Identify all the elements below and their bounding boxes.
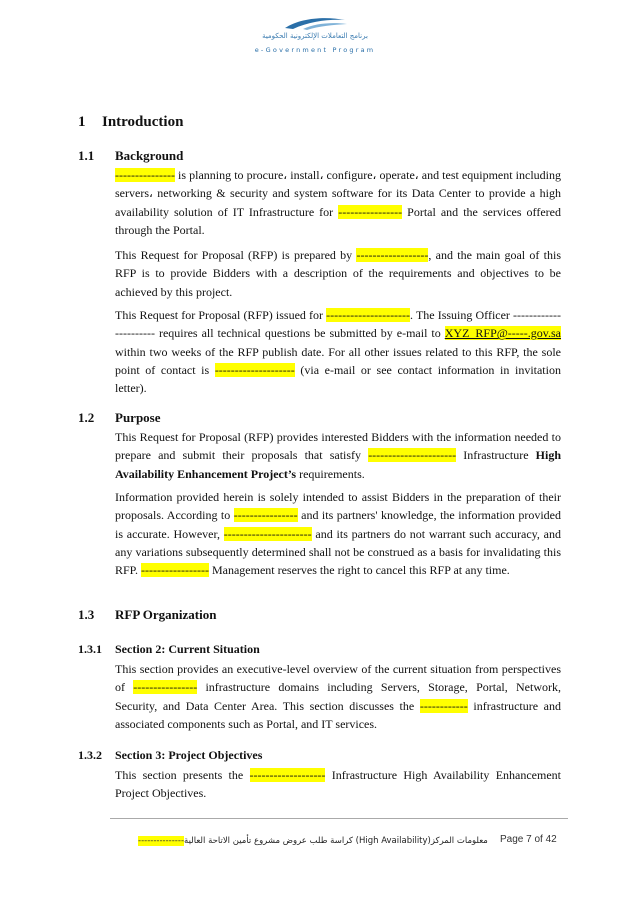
- placeholder-highlight: ----------------------: [368, 448, 457, 463]
- placeholder-highlight: -----------------: [141, 563, 209, 578]
- placeholder-highlight: ---------------: [115, 168, 175, 182]
- heading-background: [78, 148, 183, 164]
- purpose-paragraph-1: This Request for Proposal (RFP) provides interested Bidders with the information needed to prepare and submit their proposals that satisfy ---------------------- Infrastructure High Availability Enhancement Project’s requirements.: [115, 430, 562, 481]
- placeholder-highlight: ----------------: [133, 680, 198, 695]
- footer-divider: [110, 818, 568, 819]
- logo-swoosh-icon: [245, 14, 385, 34]
- placeholder-highlight: ----------------------: [223, 526, 312, 541]
- heading-current-situation: [78, 642, 260, 657]
- heading-project-objectives: [78, 748, 262, 763]
- heading-title: Background: [115, 148, 184, 163]
- background-paragraph-2: This Request for Proposal (RFP) is prepared by ------------------, and the main goal of this RFP is to provide Bidders with a description of the requirements and objectives to be achieved by this project.: [115, 248, 561, 299]
- placeholder-highlight: ------------------: [356, 248, 429, 262]
- project-name-bold: High Availability Enhancement Project’s: [115, 448, 562, 481]
- header-logo: [245, 14, 385, 60]
- rfp-email-link[interactable]: XYZ_RFP@-----.gov.sa: [444, 326, 561, 341]
- heading-title: RFP Organization: [115, 607, 217, 622]
- placeholder-highlight: ---------------------: [326, 308, 411, 322]
- heading-number: 1.3.1: [78, 642, 102, 656]
- heading-purpose: [78, 410, 161, 426]
- heading-title: Section 3: Project Objectives: [115, 748, 263, 762]
- placeholder-highlight: ---------------: [138, 836, 185, 846]
- heading-number: 1.2: [78, 410, 95, 425]
- heading-rfp-organization: [78, 607, 216, 623]
- purpose-paragraph-2: Information provided herein is solely intended to assist Bidders in the preparation of their proposals. According to ---------------- and its partners' knowledge, the information provided is accurate. However, ---------------------- and its partners do not warrant such accuracy, and any variations subsequently determined shall not be construed as a basis for invalidating this RFP. ----------------- Management reserves the right to cancel this RFP at any time.: [115, 490, 561, 578]
- heading-number: 1.1: [78, 148, 95, 163]
- placeholder-highlight: --------------------: [214, 362, 295, 377]
- heading-introduction: [78, 114, 183, 131]
- background-paragraph-1: --------------- is planning to procure، install، configure، operate، and test equipment including servers، networking & security and system software for its Data Center to provide a high availability solution of IT Infrastructure for ---------------- Portal and the services offered through the Portal.: [115, 168, 561, 237]
- heading-number: 1.3.2: [78, 748, 102, 762]
- placeholder-highlight: ----------------: [233, 508, 298, 523]
- placeholder-highlight: -------------------: [249, 768, 326, 782]
- logo-english-text: e-Government Program: [254, 46, 376, 54]
- heading-title: Purpose: [115, 410, 161, 425]
- page-number: Page 7 of 42: [500, 834, 557, 845]
- footer-document-title: [138, 836, 491, 846]
- footer-arabic-title: معلومات المركز(High Availability) كراسة طلب عروض مشروع تأمين الاتاحة العالية: [184, 836, 491, 846]
- heading-title: Introduction: [102, 114, 184, 130]
- placeholder-highlight: ----------------: [338, 204, 403, 219]
- heading-number: 1: [78, 114, 86, 130]
- background-paragraph-3: This Request for Proposal (RFP) issued for ---------------------. The Issuing Officer ---------------------- requires all technical questions be submitted by e-mail to XYZ_RFP@-----.gov.sa within two weeks of the RFP publish date. For all other issues related to this RFP, the sole point of contact is -------------------- (via e-mail or see contact information in invitation letter).: [115, 308, 561, 396]
- project-objectives-paragraph: This section presents the ------------------- Infrastructure High Availability Enhancement Project Objectives.: [115, 768, 561, 801]
- placeholder-highlight: ------------: [419, 698, 468, 713]
- heading-number: 1.3: [78, 607, 95, 622]
- current-situation-paragraph: This section provides an executive-level overview of the current situation from perspectives of ---------------- infrastructure domains including Servers, Storage, Portal, Network, Security, and Data Center Area. This section discusses the ------------ infrastructure and associated components such as Portal, and IT services.: [115, 662, 561, 731]
- heading-title: Section 2: Current Situation: [115, 642, 260, 656]
- logo-arabic-text: برنامج التعاملات الإلكترونية الحكومية: [262, 32, 368, 40]
